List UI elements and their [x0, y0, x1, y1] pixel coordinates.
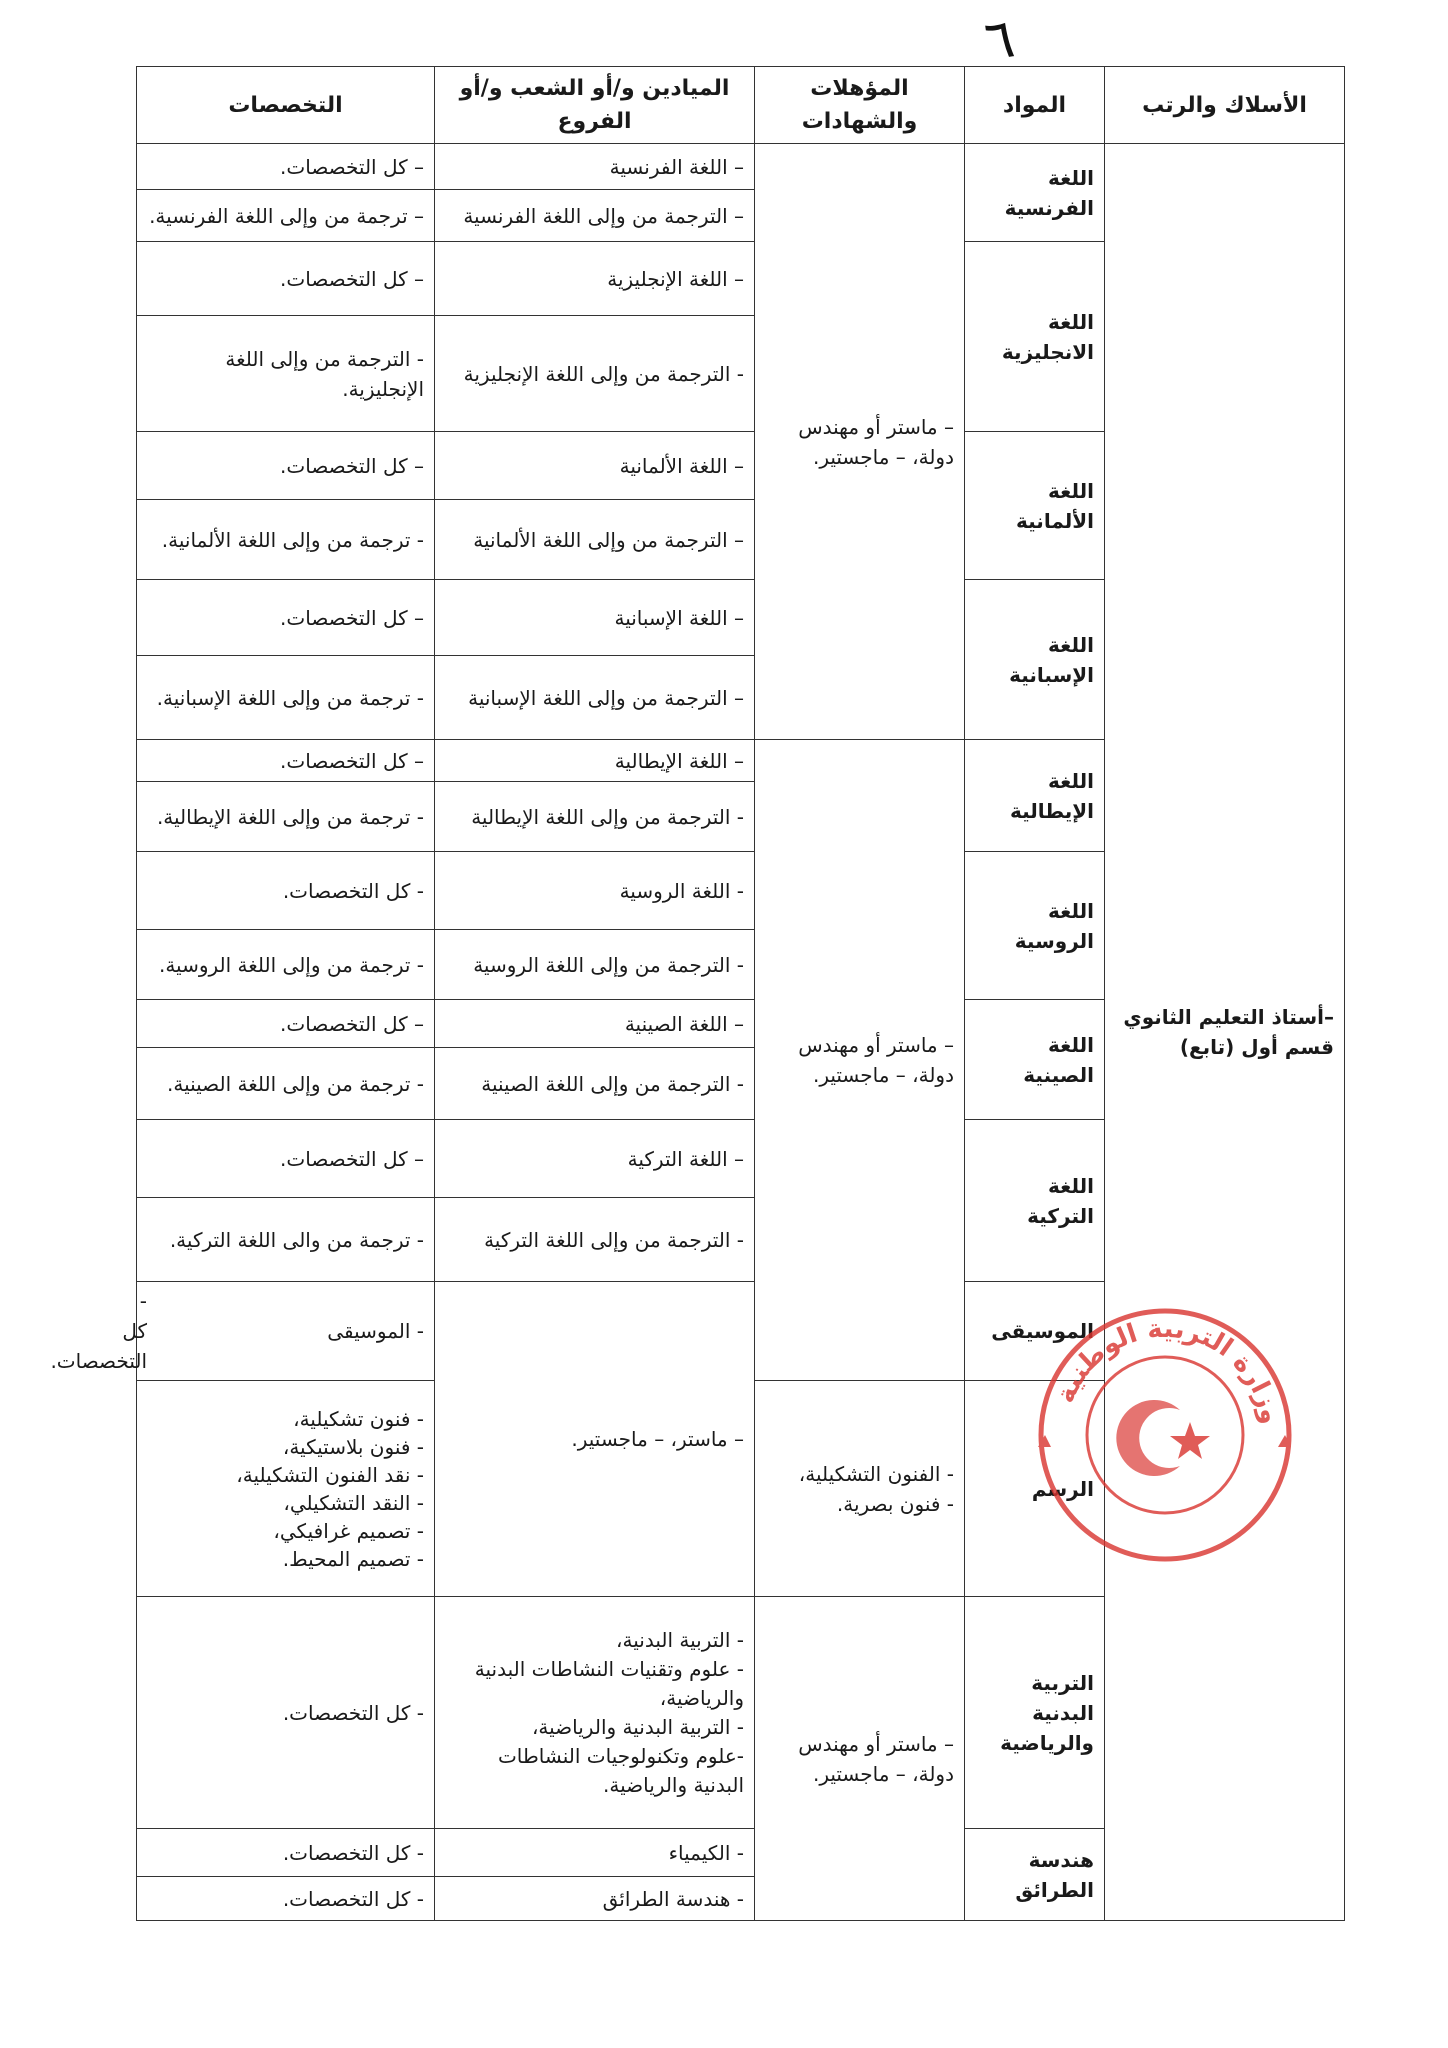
- field-cell: – الترجمة من وإلى اللغة الإسبانية: [435, 656, 755, 740]
- field-cell: – اللغة الإسبانية: [435, 580, 755, 656]
- qualifications-group-3: – ماستر، – ماجستير.: [435, 1282, 755, 1597]
- subject-english: اللغة الانجليزية: [965, 242, 1105, 432]
- field-cell: - الكيمياء: [435, 1829, 755, 1877]
- specialty-cell: – كل التخصصات.: [137, 1120, 435, 1198]
- specialty-cell: - الترجمة من وإلى اللغة الإنجليزية.: [137, 316, 435, 432]
- specialty-cell: - كل التخصصات.: [137, 852, 435, 930]
- field-cell: – اللغة الفرنسية: [435, 144, 755, 190]
- specialty-cell: – كل التخصصات.: [137, 580, 435, 656]
- field-cell: - الموسيقى: [137, 1282, 435, 1381]
- field-cell: - الترجمة من وإلى اللغة الروسية: [435, 930, 755, 1000]
- specialty-cell: – كل التخصصات.: [137, 242, 435, 316]
- subject-russian: اللغة الروسية: [965, 852, 1105, 1000]
- field-cell: - هندسة الطرائق: [435, 1877, 755, 1921]
- specialty-cell: – كل التخصصات.: [137, 432, 435, 500]
- specialty-cell: - ترجمة من وإلى اللغة الروسية.: [137, 930, 435, 1000]
- specialty-cell: - ترجمة من وإلى اللغة الألمانية.: [137, 500, 435, 580]
- field-line: - التربية البدنية،: [616, 1627, 744, 1652]
- subject-turkish: اللغة التركية: [965, 1120, 1105, 1282]
- specialty-line: - تصميم غرافيكي،: [273, 1518, 424, 1543]
- header-specialties: التخصصات: [137, 67, 435, 144]
- table-header-row: [137, 67, 1345, 144]
- field-cell: - الترجمة من وإلى اللغة التركية: [435, 1198, 755, 1282]
- specialty-cell: [137, 1381, 435, 1597]
- qualifications-group-2: – ماستر أو مهندس دولة، – ماجستير.: [755, 740, 965, 1381]
- page-number: ٦: [980, 6, 1019, 73]
- qualifications-group-4: – ماستر أو مهندس دولة، – ماجستير.: [755, 1597, 965, 1921]
- header-qualifications: المؤهلات والشهادات: [755, 67, 965, 144]
- specialty-cell: - كل التخصصات.: [137, 1597, 435, 1829]
- field-line: -علوم وتكنولوجيات النشاطات البدنية والرياضية.: [497, 1743, 744, 1797]
- field-cell: – اللغة الإنجليزية: [435, 242, 755, 316]
- field-cell: - الترجمة من وإلى اللغة الصينية: [435, 1048, 755, 1120]
- field-cell: – اللغة الإيطالية: [435, 740, 755, 782]
- qualifications-group-1: – ماستر أو مهندس دولة، – ماجستير.: [755, 144, 965, 740]
- specialty-cell: - ترجمة من وإلى اللغة الإسبانية.: [137, 656, 435, 740]
- specialty-line: - النقد التشكيلي،: [283, 1490, 424, 1515]
- field-line: - التربية البدنية والرياضية،: [531, 1714, 744, 1739]
- subject-german: اللغة الألمانية: [965, 432, 1105, 580]
- specialty-line: - فنون بلاستيكية،: [282, 1434, 424, 1459]
- specialty-cell: – ترجمة من وإلى اللغة الفرنسية.: [137, 190, 435, 242]
- field-cell: [435, 1597, 755, 1829]
- specialty-cell: - ترجمة من والى اللغة التركية.: [137, 1198, 435, 1282]
- qualifications-table: [50, 66, 1345, 1921]
- subject-physical-education: التربية البدنية والرياضية: [965, 1597, 1105, 1829]
- subject-process-engineering: هندسة الطرائق: [965, 1829, 1105, 1921]
- specialty-cell: – كل التخصصات.: [137, 740, 435, 782]
- field-cell: – الترجمة من وإلى اللغة الألمانية: [435, 500, 755, 580]
- specialty-line: - تصميم المحيط.: [282, 1546, 424, 1571]
- specialty-line: - نقد الفنون التشكيلية،: [236, 1462, 424, 1487]
- field-cell: - الترجمة من وإلى اللغة الإنجليزية: [435, 316, 755, 432]
- specialty-cell: – كل التخصصات.: [137, 1000, 435, 1048]
- subject-italian: اللغة الإيطالية: [965, 740, 1105, 852]
- subject-french: اللغة الفرنسية: [965, 144, 1105, 242]
- specialty-cell: - كل التخصصات.: [137, 1829, 435, 1877]
- header-subject: المواد: [965, 67, 1105, 144]
- specialty-cell: – كل التخصصات.: [137, 144, 435, 190]
- table-row: الموسيقى – ماستر، – ماجستير. - الموسيقى - كل التخصصات.: [137, 1282, 1345, 1381]
- subject-chinese: اللغة الصينية: [965, 1000, 1105, 1120]
- field-cell: – اللغة الصينية: [435, 1000, 755, 1048]
- header-fields: الميادين و/أو الشعب و/أو الفروع: [435, 67, 755, 144]
- field-cell: – اللغة التركية: [435, 1120, 755, 1198]
- stamp-text: وزارة التربية الوطنية: [1050, 1313, 1286, 1427]
- header-rank: الأسلاك والرتب: [1105, 67, 1345, 144]
- field-cell: – الترجمة من وإلى اللغة الفرنسية: [435, 190, 755, 242]
- specialty-cell: - كل التخصصات.: [137, 1877, 435, 1921]
- field-line: - فنون بصرية.: [836, 1491, 954, 1516]
- field-line: - الفنون التشكيلية،: [798, 1461, 954, 1486]
- field-cell: – اللغة الألمانية: [435, 432, 755, 500]
- table-row: [137, 144, 1345, 190]
- specialty-cell: - ترجمة من وإلى اللغة الصينية.: [137, 1048, 435, 1120]
- field-cell: - اللغة الروسية: [435, 852, 755, 930]
- field-line: - علوم وتقنيات النشاطات البدنية والرياضية،: [474, 1656, 744, 1710]
- subject-drawing: الرسم: [965, 1381, 1105, 1597]
- field-cell: - الترجمة من وإلى اللغة الإيطالية: [435, 782, 755, 852]
- field-cell: [755, 1381, 965, 1597]
- rank-cell: –أستاذ التعليم الثانوي قسم أول (تابع): [1105, 144, 1345, 1921]
- subject-music: الموسيقى: [965, 1282, 1105, 1381]
- specialty-cell: - ترجمة من وإلى اللغة الإيطالية.: [137, 782, 435, 852]
- specialty-line: - فنون تشكيلية،: [293, 1406, 424, 1431]
- subject-spanish: اللغة الإسبانية: [965, 580, 1105, 740]
